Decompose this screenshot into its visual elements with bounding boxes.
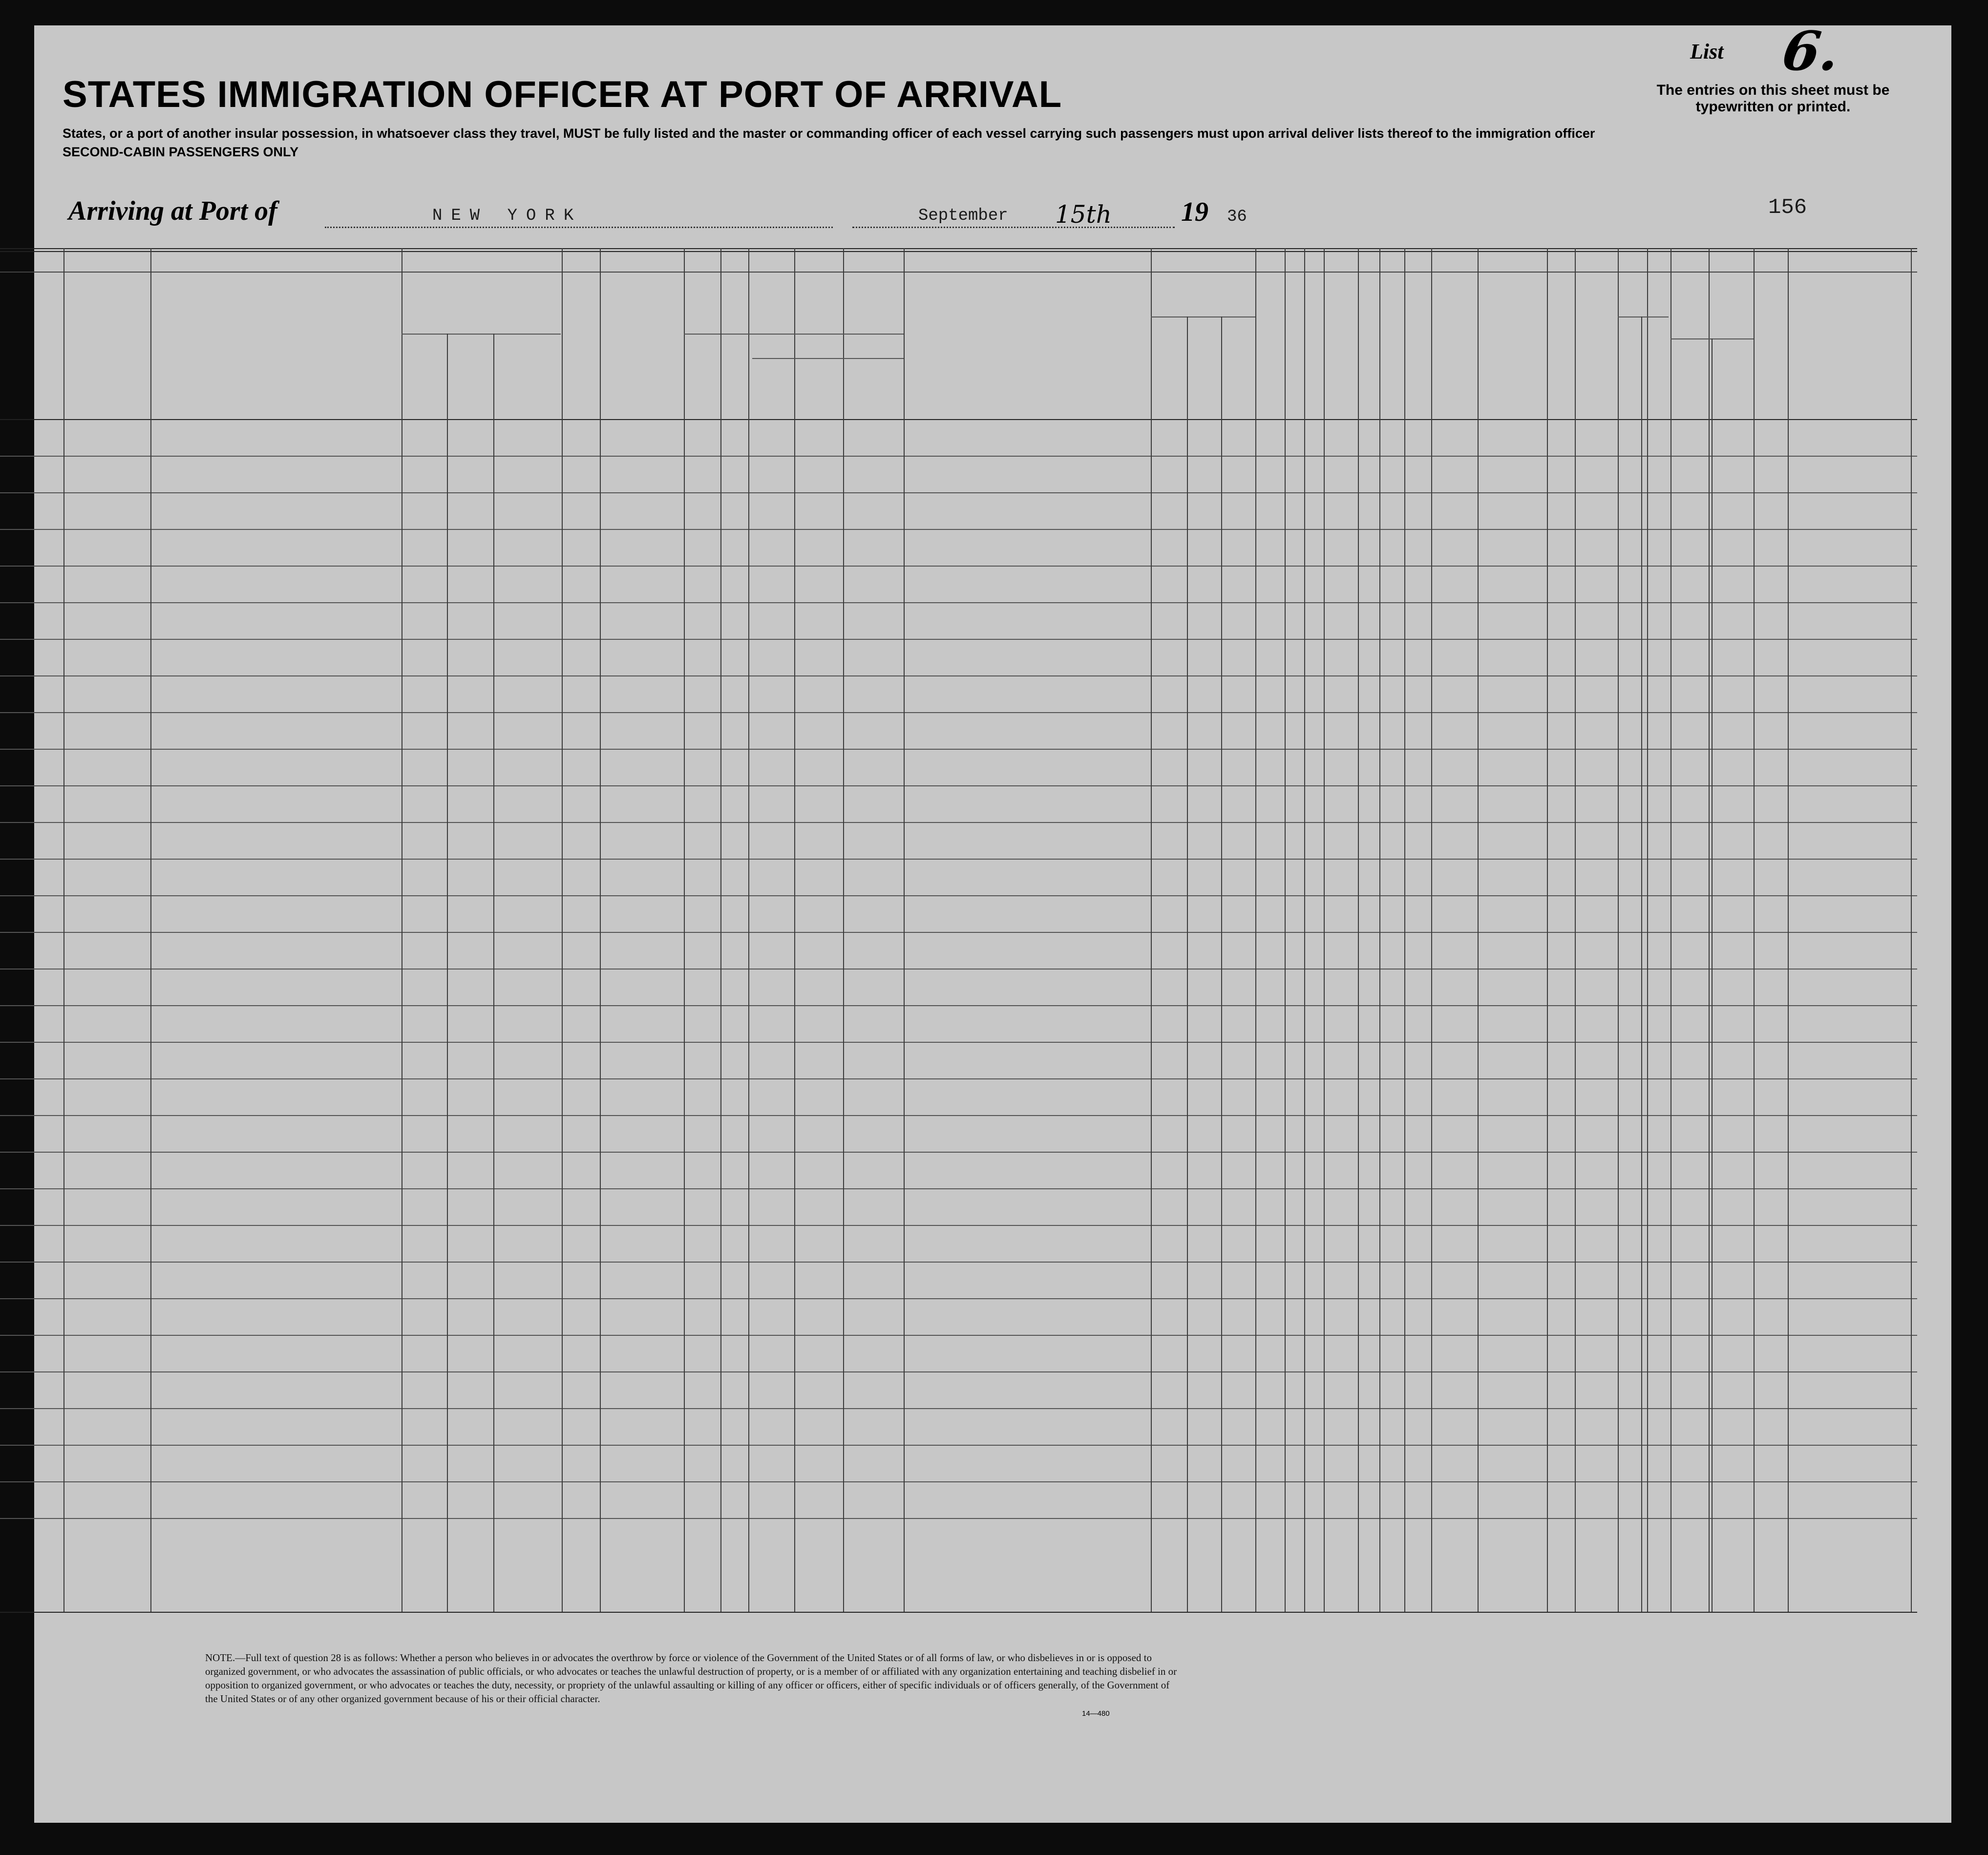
before-subrule	[684, 334, 904, 335]
arrival-day: 15th	[1055, 200, 1112, 229]
row-rule	[0, 1078, 1917, 1079]
list-number: 6.	[1778, 20, 1843, 83]
row-rule	[0, 1335, 1917, 1336]
arriving-label: Arriving at Port of	[68, 196, 277, 226]
row-rule	[0, 675, 1917, 676]
row-rule	[0, 1445, 1917, 1446]
row-rule	[0, 969, 1917, 970]
row-rule	[0, 1152, 1917, 1153]
row-rule	[0, 822, 1917, 823]
table-top-rule	[0, 251, 1917, 252]
column-rule	[904, 248, 905, 1612]
before-v3	[843, 358, 844, 1612]
dest-subrule	[402, 334, 561, 335]
column-rule	[1911, 248, 1912, 1612]
before-subrule2	[752, 358, 904, 359]
list-label: List	[1690, 40, 1724, 63]
dest-subrule-v2	[493, 334, 494, 1612]
row-rule	[0, 1225, 1917, 1226]
form-title: STATES IMMIGRATION OFFICER AT PORT OF ARRIVAL	[63, 74, 1062, 115]
row-rule	[0, 1408, 1917, 1409]
row-rule	[0, 1371, 1917, 1372]
column-rule	[1709, 248, 1710, 1612]
row-rule	[0, 1262, 1917, 1263]
column-rule	[150, 248, 151, 1612]
entries-note: The entries on this sheet must be typewritten or printed.	[1656, 82, 1890, 115]
column-rule	[1358, 248, 1359, 1612]
row-rule	[0, 1188, 1917, 1189]
page-number: 156	[1768, 195, 1807, 220]
dest-subrule-v	[447, 334, 448, 1612]
height-subrule	[1618, 316, 1669, 317]
row-rule	[0, 529, 1917, 530]
column-rule	[1404, 248, 1405, 1612]
column-rule	[1754, 248, 1755, 1612]
year-suffix: 36	[1227, 208, 1247, 226]
row-rule	[0, 456, 1917, 457]
purpose-subrule	[1151, 316, 1255, 317]
row-rule	[0, 602, 1917, 603]
year-prefix: 19	[1181, 197, 1208, 227]
before-v2	[794, 358, 795, 1612]
passenger-class: SECOND-CABIN PASSENGERS ONLY	[63, 145, 299, 159]
row-rule	[0, 1481, 1917, 1482]
colnum-rule	[0, 272, 1917, 273]
form-code: 14—480	[1082, 1709, 1110, 1718]
column-rule	[1547, 248, 1548, 1612]
column-rule	[1379, 248, 1380, 1612]
footnote: NOTE.—Full text of question 28 is as follows: Whether a person who believes in or advocates the overthrow by force or violence of the Government of the United States or of all forms of law, or who disbelieves in or is opposed to organized government, or who advocates the assassination of public officials, or who advocates or teaches the unlawful destruction of property, or is a member of or affiliated with any organization entertaining and teaching disbelief in or opposition to organized government, or who advocates or teaches the duty, necessity, or propriety of the unlawful assaulting or killing of any officer or officers, either of specific individuals or of officers generally, of the Government of the United States or of any other organized government because of his or their official character.	[205, 1652, 1177, 1705]
row-rule	[0, 1005, 1917, 1006]
color-v	[1712, 338, 1713, 1612]
purpose-v1	[1187, 316, 1188, 1612]
column-rule	[1788, 248, 1789, 1612]
column-rule	[600, 248, 601, 1612]
row-rule	[0, 932, 1917, 933]
table-top-rule	[0, 248, 1917, 249]
column-rule	[1618, 248, 1619, 1612]
column-rule	[684, 248, 685, 1612]
row-rule	[0, 712, 1917, 713]
row-rule	[0, 492, 1917, 493]
row-rule	[0, 1042, 1917, 1043]
port-of-arrival: NEW YORK	[432, 207, 583, 225]
row-rule	[0, 1298, 1917, 1299]
column-rule	[1285, 248, 1286, 1612]
row-rule	[0, 749, 1917, 750]
height-v	[1641, 316, 1642, 1612]
purpose-v2	[1221, 316, 1222, 1612]
column-rule	[748, 248, 749, 1612]
column-rule	[1478, 248, 1479, 1612]
column-rule	[1575, 248, 1576, 1612]
column-rule	[1304, 248, 1305, 1612]
column-rule	[1151, 248, 1152, 1612]
row-rule	[0, 859, 1917, 860]
table-bottom-rule	[0, 1612, 1917, 1613]
column-rule	[1324, 248, 1325, 1612]
row-rule	[0, 639, 1917, 640]
row-rule	[0, 566, 1917, 567]
column-rule	[1431, 248, 1432, 1612]
row-rule	[0, 1518, 1917, 1519]
form-subtitle: States, or a port of another insular possession, in whatsoever class they travel, MUST be fully listed and the master or commanding officer of each vessel carrying such passengers must upon arrival deliver lists thereof to the immigration officer	[63, 126, 1595, 141]
row-rule	[0, 895, 1917, 896]
column-rule	[562, 248, 563, 1612]
before-v1	[720, 334, 721, 1612]
arrival-month: September	[918, 207, 1008, 225]
header-bottom-rule	[0, 419, 1917, 420]
port-line	[325, 227, 833, 228]
date-line	[852, 227, 1175, 228]
row-rule	[0, 785, 1917, 786]
column-rule	[1647, 248, 1648, 1612]
column-rule	[1255, 248, 1256, 1612]
row-rule	[0, 1115, 1917, 1116]
column-rule	[63, 248, 64, 1612]
manifest-table	[0, 248, 1917, 1612]
